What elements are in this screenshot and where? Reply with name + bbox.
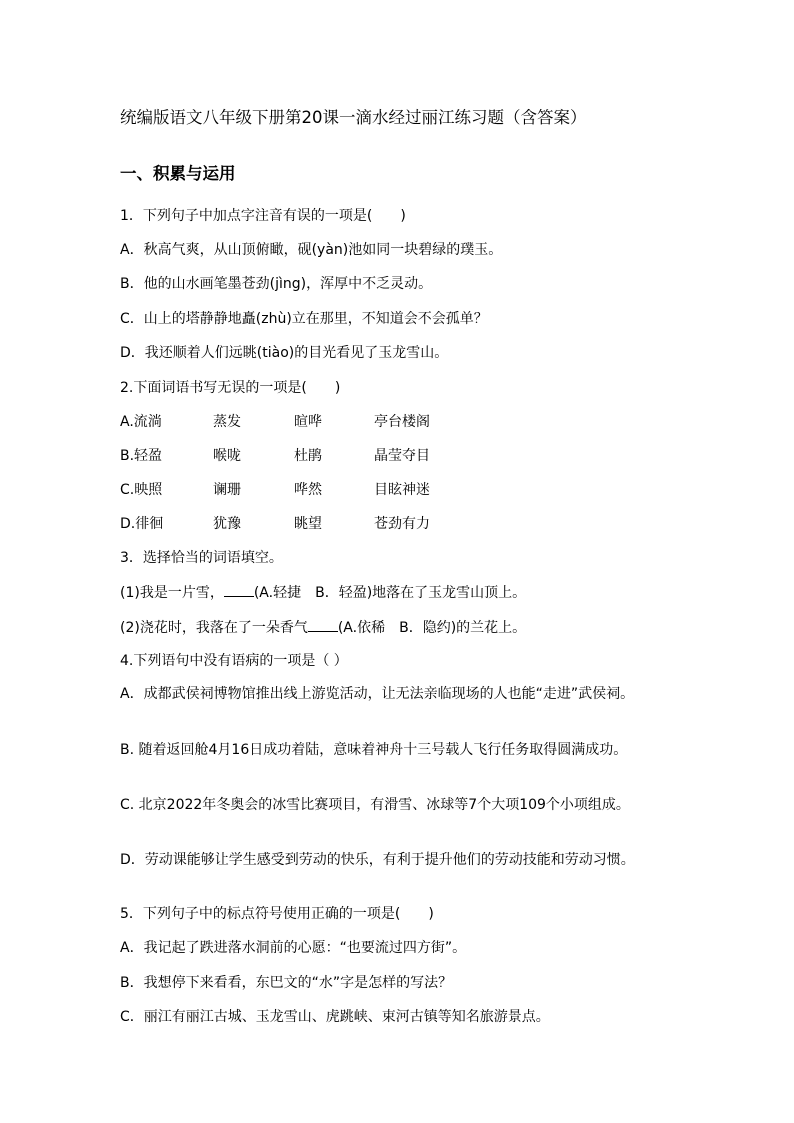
q5-option-a: A．我记起了跌进落水洞前的心愿：“也要流过四方街”。 <box>120 940 467 956</box>
q2-cell: 喉咙 <box>213 448 241 464</box>
q2-cell: 杜鹃 <box>294 448 322 464</box>
q3-s1-before: (1)我是一片雪， <box>120 585 224 601</box>
q2-cell: 亭台楼阁 <box>374 414 430 430</box>
q2-cell: A.流淌 <box>120 414 162 430</box>
q3-sentence-2 <box>120 617 526 638</box>
q2-cell: 苍劲有力 <box>374 516 430 532</box>
q1-option-c: C．山上的塔静静地矗(zhù)立在那里，不知道会不会孤单？ <box>120 311 488 327</box>
q2-cell: 晶莹夺目 <box>374 448 430 464</box>
document-title: 统编版语文八年级下册第20课一滴水经过丽江练习题（含答案） <box>120 108 587 127</box>
q1-option-a: A．秋高气爽，从山顶俯瞰，砚(yàn)池如同一块碧绿的璞玉。 <box>120 242 503 258</box>
q2-cell: 蒸发 <box>213 414 241 430</box>
section-heading: 一、积累与运用 <box>120 164 236 183</box>
answer-blank[interactable] <box>308 617 338 632</box>
q2-cell: B.轻盈 <box>120 448 163 464</box>
q2-cell: 哗然 <box>294 482 322 498</box>
q3-stem: 3．选择恰当的词语填空。 <box>120 550 283 566</box>
q2-cell: C.映照 <box>120 482 163 498</box>
q1-stem: 1．下列句子中加点字注音有误的一项是( ) <box>120 208 406 224</box>
q1-option-b: B．他的山水画笔墨苍劲(jìng)，浑厚中不乏灵动。 <box>120 276 433 292</box>
q3-sentence-1 <box>120 582 526 603</box>
q4-option-a: A．成都武侯祠博物馆推出线上游览活动，让无法亲临现场的人也能“走进”武侯祠。 <box>120 686 635 702</box>
q3-s1-after: (A.轻捷 B．轻盈)地落在了玉龙雪山顶上。 <box>253 585 527 601</box>
q5-option-b: B．我想停下来看看，东巴文的“水”字是怎样的写法？ <box>120 975 453 991</box>
q2-cell: 暄哗 <box>294 414 322 430</box>
q2-stem: 2.下面词语书写无误的一项是( ) <box>120 380 341 396</box>
q4-stem: 4.下列语句中没有语病的一项是（ ） <box>120 653 348 669</box>
q2-cell: D.徘徊 <box>120 516 164 532</box>
q3-s2-after: (A.依稀 B．隐约)的兰花上。 <box>337 620 527 636</box>
q2-cell: 目眩神迷 <box>374 482 430 498</box>
q5-option-c: C．丽江有丽江古城、玉龙雪山、虎跳峡、束河古镇等知名旅游景点。 <box>120 1009 550 1025</box>
q3-s2-before: (2)浇花时，我落在了一朵香气 <box>120 620 308 636</box>
q2-cell: 眺望 <box>294 516 322 532</box>
q1-option-d: D．我还顺着人们远眺(tiào)的目光看见了玉龙雪山。 <box>120 345 449 361</box>
q5-stem: 5．下列句子中的标点符号使用正确的一项是( ) <box>120 906 434 922</box>
q4-option-b: B. 随着返回舱4月16日成功着陆，意味着神舟十三号载人飞行任务取得圆满成功。 <box>120 742 628 758</box>
q2-cell: 犹豫 <box>213 516 241 532</box>
q4-option-d: D．劳动课能够让学生感受到劳动的快乐，有利于提升他们的劳动技能和劳动习惯。 <box>120 852 635 868</box>
answer-blank[interactable] <box>224 582 254 597</box>
q2-cell: 谰珊 <box>213 482 241 498</box>
q4-option-c: C. 北京2022年冬奥会的冰雪比赛项目，有滑雪、冰球等7个大项109个小项组成。 <box>120 797 630 813</box>
